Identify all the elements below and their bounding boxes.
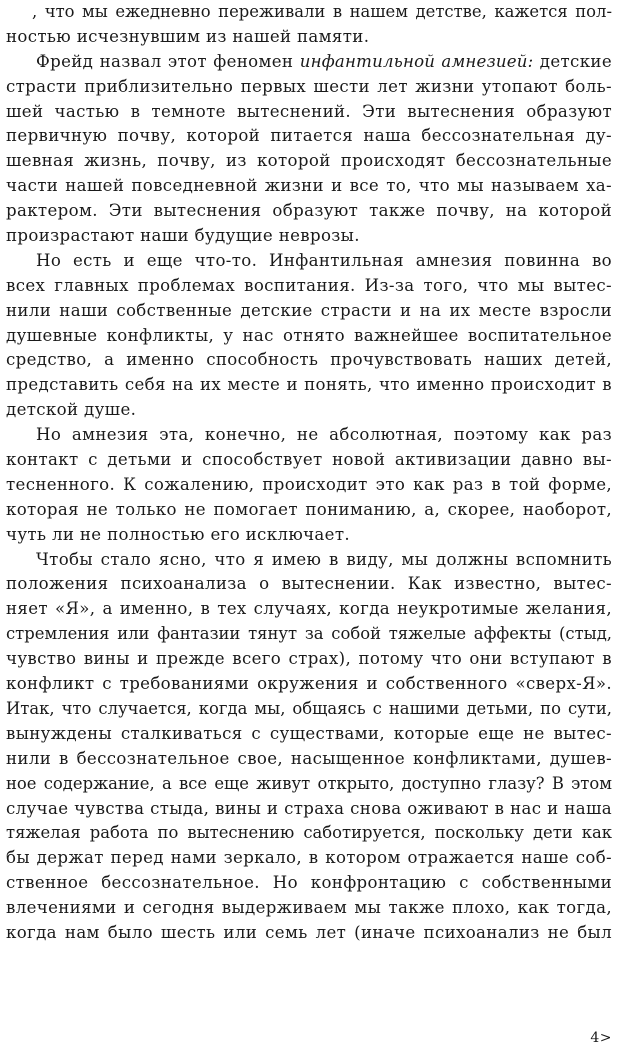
text-line: Чтобы стало ясно, что я имею в виду, мы должны вспомнить bbox=[36, 549, 612, 569]
text-line: положения психоанализа о вытеснении. Как известно, вытес- bbox=[6, 574, 612, 594]
text-line: Итак, что случается, когда мы, общаясь с нашими детьми, по сути, bbox=[6, 698, 612, 718]
text-line: влечениями и сегодня выдерживаем мы также плохо, как тогда, bbox=[6, 898, 612, 918]
text-line: когда нам было шесть или семь лет (иначе психоанализ не был bbox=[6, 922, 612, 942]
emphasized-term: инфантильной амнезией: bbox=[299, 51, 534, 71]
text-line: страсти приблизительно первых шести лет жизни утопают боль- bbox=[6, 76, 612, 96]
text-line: ностью исчезнувшим из нашей памяти. bbox=[6, 26, 370, 46]
text-line: , что мы ежедневно переживали в нашем детстве, кажется пол- bbox=[32, 2, 612, 21]
text-line: ное содержание, а все еще живут открыто, доступно глазу? В этом bbox=[6, 773, 612, 793]
text-line: вынуждены сталкиваться с существами, которые еще не вытес- bbox=[6, 723, 612, 743]
text-line: душевные конфликты, у нас отнято важнейшее воспитательное bbox=[6, 325, 612, 345]
text-line: произрастают наши будущие неврозы. bbox=[6, 226, 360, 246]
text-line: случае чувства стыда, вины и страха снова оживают в нас и наша bbox=[6, 798, 612, 818]
text-line: Но амнезия эта, конечно, не абсолютная, поэтому как раз bbox=[36, 425, 612, 445]
text-line: средство, а именно способность прочувствовать наших детей, bbox=[6, 350, 612, 370]
text-line: чуть ли не полностью его исключает. bbox=[6, 524, 351, 544]
text-line: нили в бессознательное свое, насыщенное конфликтами, душев- bbox=[6, 748, 612, 768]
body-text bbox=[6, 0, 612, 946]
text-line: Но есть и еще что-то. Инфантильная амнезия повинна во bbox=[36, 250, 612, 270]
text-line: шевная жизнь, почву, из которой происходят бессознательные bbox=[6, 151, 612, 171]
text-line: шей частью в темноте вытеснений. Эти вытеснения образуют bbox=[6, 101, 612, 121]
text-line: ственное бессознательное. Но конфронтацию с собственными bbox=[6, 873, 612, 893]
text-line: тяжелая работа по вытеснению саботируется, поскольку дети как bbox=[6, 823, 612, 843]
text-line: детской душе. bbox=[6, 400, 137, 420]
text-line: представить себя на их месте и понять, что именно происходит в bbox=[6, 375, 612, 395]
text-line: бы держат перед нами зеркало, в котором отражается наше соб- bbox=[6, 848, 612, 868]
text-line: стремления или фантазии тянут за собой тяжелые аффекты (стыд, bbox=[6, 624, 612, 644]
text-line: чувство вины и прежде всего страх), потому что они вступают в bbox=[6, 649, 612, 669]
text-fragment: детские bbox=[539, 51, 612, 71]
text-line: тесненного. К сожалению, происходит это как раз в той форме, bbox=[6, 474, 612, 494]
text-line: конфликт с требованиями окружения и собственного «сверх-Я». bbox=[6, 674, 612, 694]
page-number: 4> bbox=[590, 1030, 612, 1046]
text-line: которая не только не помогает пониманию, а, скорее, наоборот, bbox=[6, 499, 612, 519]
text-line bbox=[6, 50, 612, 75]
text-line: первичную почву, которой питается наша бессознательная ду- bbox=[6, 126, 612, 146]
text-line: всех главных проблемах воспитания. Из-за того, что мы вытес- bbox=[6, 275, 612, 295]
text-line: контакт с детьми и способствует новой активизации давно вы- bbox=[6, 450, 612, 470]
text-line: рактером. Эти вытеснения образуют также почву, на которой bbox=[6, 201, 612, 221]
text-line: части нашей повседневной жизни и все то, что мы называем ха- bbox=[6, 176, 612, 196]
text-line: нили наши собственные детские страсти и на их месте взросли bbox=[6, 300, 612, 320]
text-fragment: Фрейд назвал этот феномен bbox=[36, 51, 294, 71]
text-line: няет «Я», а именно, в тех случаях, когда неукротимые желания, bbox=[6, 599, 612, 619]
